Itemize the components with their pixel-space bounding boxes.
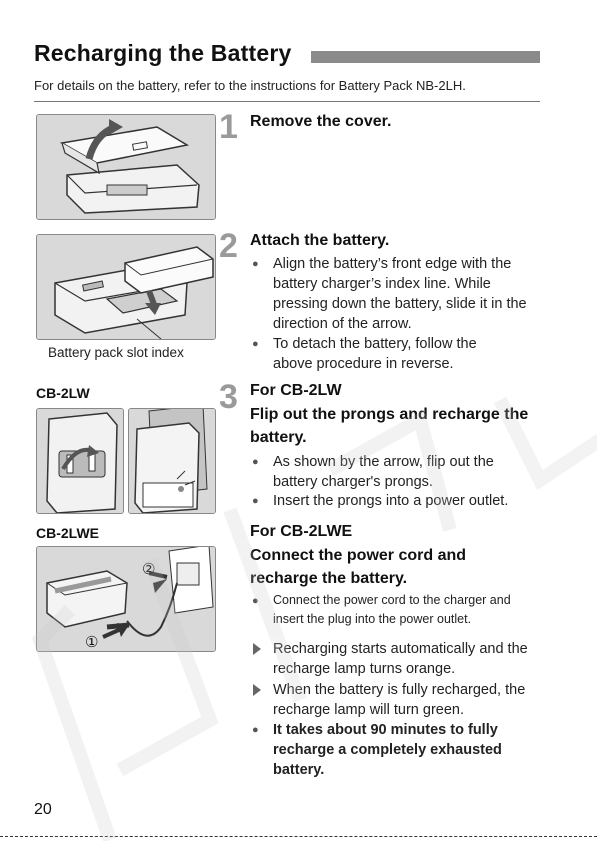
step-2-bullet-1	[252, 254, 542, 334]
charger-outlet-illustration	[128, 408, 216, 514]
page-number: 20	[34, 801, 52, 818]
bullet-marker: ●	[252, 495, 259, 507]
step-2-number: 2	[219, 227, 238, 265]
note-arrow-icon	[253, 643, 261, 655]
step-3-heading-cb-2lwe: Connect the power cord and recharge the battery.	[250, 547, 467, 587]
step-2-bullet-1-text: Align the battery’s front edge with the battery charger’s index line. While pressing down the battery, slide it in the direction of the arrow.	[273, 256, 527, 332]
bullet-marker: ●	[252, 724, 259, 736]
bullet-marker: ●	[252, 456, 259, 468]
step-3-heading-cb-2lw: Flip out the prongs and recharge the battery.	[250, 406, 529, 446]
step-1-number: 1	[219, 108, 238, 146]
model-label-cb-2lw: CB-2LW	[36, 385, 90, 401]
step-3-subheading-cb-2lw: For CB-2LW	[250, 382, 342, 399]
callout-1: ①	[85, 634, 99, 651]
header-divider	[34, 101, 540, 102]
step-3-number: 3	[219, 378, 238, 416]
cb-2lwe-bullet-1-text: Connect the power cord to the charger and insert the plug into the power outlet.	[273, 593, 511, 626]
cb-2lw-bullet-2-text: Insert the prongs into a power outlet.	[273, 493, 509, 509]
bullet-marker: ●	[252, 595, 259, 607]
step-2-bullet-2	[252, 334, 542, 374]
step-1-heading: Remove the cover.	[250, 113, 392, 130]
battery-slot-index-caption: Battery pack slot index	[48, 345, 184, 360]
cb-2lwe-bullet-1	[252, 591, 544, 629]
charge-time-text: It takes about 90 minutes to fully recharge a completely exhausted battery.	[273, 722, 502, 778]
attach-battery-illustration	[36, 234, 216, 340]
note-arrow-icon	[253, 684, 261, 696]
remove-cover-illustration	[36, 114, 216, 220]
cb-2lw-bullet-2	[252, 491, 544, 511]
bullet-marker: ●	[252, 338, 259, 350]
intro-text: For details on the battery, refer to the instructions for Battery Pack NB-2LH.	[34, 78, 466, 93]
power-cord-illustration	[36, 546, 216, 652]
cb-2lw-bullet-1	[252, 452, 542, 492]
step-3-subheading-cb-2lwe: For CB-2LWE	[250, 523, 353, 540]
bullet-marker: ●	[252, 258, 259, 270]
title-decoration-bar	[311, 51, 540, 63]
cb-2lwe-bullet-charge-time	[252, 720, 537, 780]
cb-2lwe-note-1-text: Recharging starts automatically and the recharge lamp turns orange.	[273, 641, 528, 677]
step-2-heading: Attach the battery.	[250, 232, 390, 249]
cb-2lwe-note-1	[252, 639, 542, 679]
cb-2lwe-note-2-text: When the battery is fully recharged, the recharge lamp will turn green.	[273, 682, 526, 718]
page-bottom-dashed-line	[0, 836, 597, 837]
cb-2lw-bullet-1-text: As shown by the arrow, flip out the battery charger's prongs.	[273, 454, 494, 490]
callout-2: ②	[142, 561, 156, 578]
prongs-flip-illustration	[36, 408, 124, 514]
model-label-cb-2lwe: CB-2LWE	[36, 525, 99, 541]
cb-2lwe-note-2	[252, 680, 542, 720]
page-title: Recharging the Battery	[34, 40, 292, 66]
step-2-bullet-2-text: To detach the battery, follow the above procedure in reverse.	[273, 336, 477, 372]
